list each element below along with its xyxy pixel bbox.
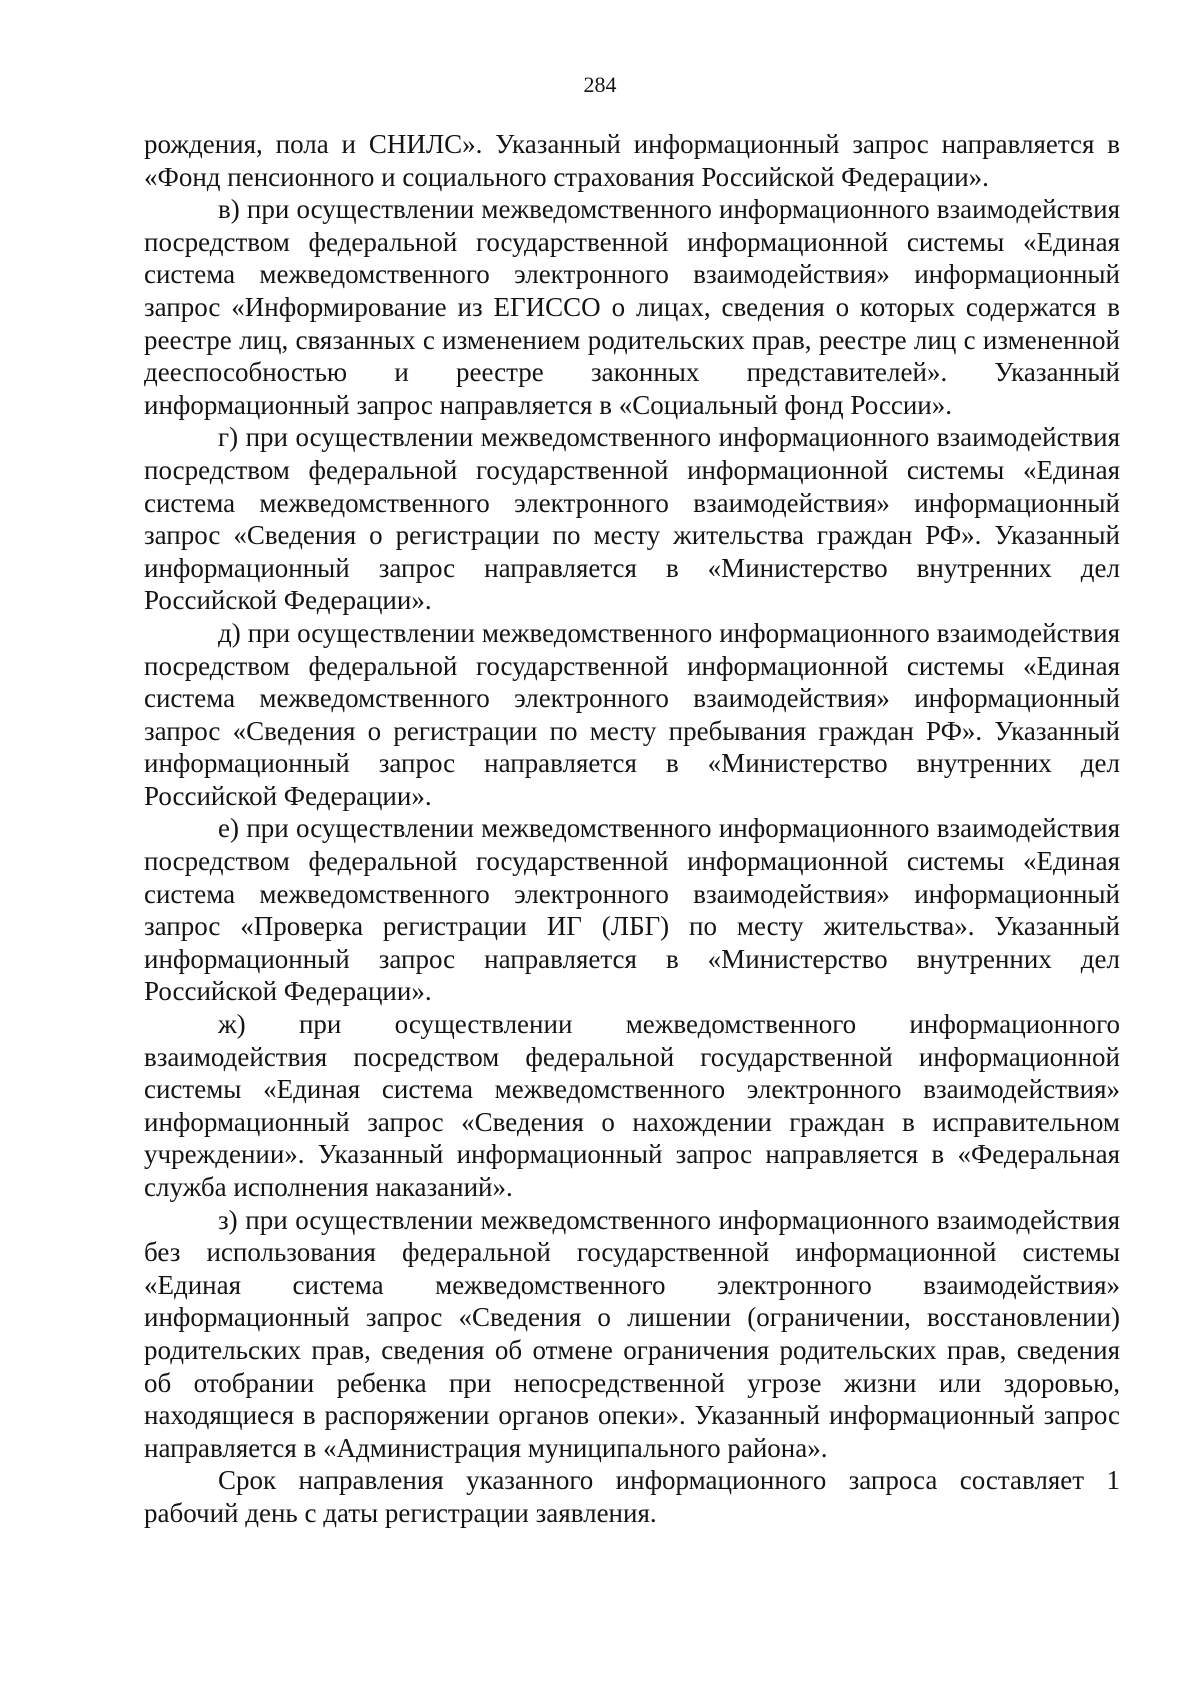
paragraph-item-v: в) при осуществлении межведомственного информационного взаимодействия посредством федеральной государственной информационной системы «Единая система межведомственного электронного взаимодействия» информационный запрос «Информирование из ЕГИССО о лицах, сведения о которых содержатся в реестре лиц, связанных с изменением родительских прав, реестре лиц с измененной дееспособностью и реестре законных представителей». Указанный информационный запрос направляется в «Социальный фонд России». [144,194,1120,420]
page-number: 284 [583,72,617,97]
paragraph-item-d: д) при осуществлении межведомственного информационного взаимодействия посредством федеральной государственной информационной системы «Единая система межведомственного электронного взаимодействия» информационный запрос «Сведения о регистрации по месту пребывания граждан РФ». Указанный информационный запрос направляется в «Министерство внутренних дел Российской Федерации». [144,617,1120,811]
paragraph-deadline: Срок направления указанного информационного запроса составляет 1 рабочий день с даты регистрации заявления. [144,1465,1120,1528]
paragraph-item-g: г) при осуществлении межведомственного информационного взаимодействия посредством федеральной государственной информационной системы «Единая система межведомственного электронного взаимодействия» информационный запрос «Сведения о регистрации по месту жительства граждан РФ». Указанный информационный запрос направляется в «Министерство внутренних дел Российской Федерации». [144,422,1120,616]
paragraph-item-zh: ж) при осуществлении межведомственного информационного взаимодействия посредством федеральной государственной информационной системы «Единая система межведомственного электронного взаимодействия» информационный запрос «Сведения о нахождении граждан в исправительном учреждении». Указанный информационный запрос направляется в «Федеральная служба исполнения наказаний». [144,1009,1120,1202]
paragraph-continuation: рождения, пола и СНИЛС». Указанный информационный запрос направляется в «Фонд пенсионного и социального страхования Российской Федерации». [144,129,1120,192]
paragraph-item-z: з) при осуществлении межведомственного информационного взаимодействия без использования федеральной государственной информационной системы «Единая система межведомственного электронного взаимодействия» информационный запрос «Сведения о лишении (ограничении, восстановлении) родительских прав, сведения об отмене ограничения родительских прав, сведения об отобрании ребенка при непосредственной угрозе жизни или здоровью, находящиеся в распоряжении органов опеки». Указанный информационный запрос направляется в «Администрация муниципального района». [144,1204,1120,1463]
document-body [144,128,1120,1530]
paragraph-item-e: е) при осуществлении межведомственного информационного взаимодействия посредством федеральной государственной информационной системы «Единая система межведомственного электронного взаимодействия» информационный запрос «Проверка регистрации ИГ (ЛБГ) по месту жительства». Указанный информационный запрос направляется в «Министерство внутренних дел Российской Федерации». [144,813,1120,1007]
